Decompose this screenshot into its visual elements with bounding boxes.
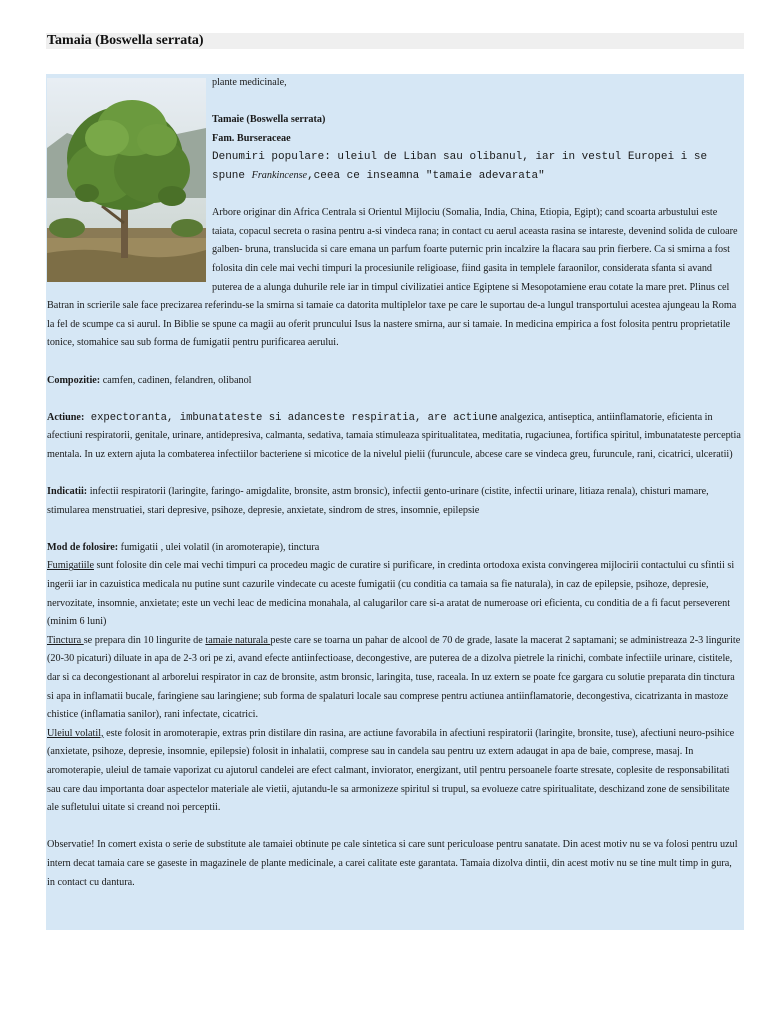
plant-family-text: Fam. Burseraceae — [212, 132, 291, 144]
usage-paragraph — [47, 539, 741, 558]
tree-photo — [47, 78, 206, 282]
tinctura-text-a: se prepara din 10 lingurite de — [83, 634, 206, 646]
action-paragraph — [47, 409, 741, 465]
tinctura-text-b: peste care se toarna un pahar de alcool de 70 de grade, lasate la macerat 2 saptamani; se administreaza 2-3 lingurite (20-30 picaturi) diluate in apa de 2-3 ori pe zi, avand efecte antiinfectioase, decongestive, are puterea de a dizolva pietrele la rinichi, combate infectiile urinare, cistitele, dar si ca decongestionant al arborelui respirator in caz de bronsite, astm bronsic, laringita, tuse, raceala. In uz extern se poate fce gargara cu solutie preparata din tinctura si apa in inflamatii bucale, faringiene sau laringiene; sub forma de spalaturi locale sau comprese pentru actiunea antiinflamatorie, decongestiva, cicatrizanta in mastoze chistice (inflamatia sanilor), rani infectate, cicatrici. — [47, 634, 741, 721]
usage-text: fumigatii , ulei volatil (in aromoterapie), tinctura — [118, 541, 320, 553]
tinctura-label: Tinctura — [47, 634, 84, 646]
plant-name-text: Tamaie (Boswella serrata) — [212, 114, 326, 126]
action-text: analgezica, antiseptica, antiinflamatorie, eficienta in afectiuni respiratorii, genitale, urinare, antidepresiva, calmanta, sedativa, tamaia stimuleaza spiritualitatea, meditatia, rugaciunea, fortifica spiritul, imbunatateste perceptia mentala. In uz extern ajuta la combaterea infectiilor bacteriene si micotice de la nivelul pielii (furuncule, abcese care se vindeca greu, furuncule, rani, cicatrici, ulceratii) — [47, 411, 741, 460]
popular-names-pre: Denumiri populare: uleiul de Liban sau olibanul, iar in vestul Europei i se spune — [212, 151, 708, 182]
action-mono-text: expectoranta, imbunatateste si adanceste respiratia, are actiune — [84, 411, 498, 424]
composition-label: Compozitie: — [47, 374, 101, 386]
popular-names-italic: Frankincense — [251, 169, 308, 181]
ulei-text: este folosit in aromoterapie, extras prin distilare din rasina, are actiune favorabila in afectiuni respiratorii (laringite, bronsite, tuse), afectiuni neuro-psihice (anxietate, psihoze, depresie, insomnie, epilepsie) folosit in inhalatii, comprese sau in candela sau pentru uz extern adaugat in apa de baie, comprese, masaj. In aromoterapie, uleiul de tamaie vaporizat cu ajutorul candelei are efect calmant, inviorator, energizant, util pentru persoanele foarte stresate, coplesite de responsabilitati sau care dau importanta doar aspectelor materiale ale vietii, ajutandu-le sa armonizeze spiritul si trupul, sa evolueze catre spiritualitate, deschizand zone de sensibilitate ale sufletului uitate si creand noi perceptii. — [47, 727, 735, 814]
fumigatii-paragraph — [47, 557, 741, 631]
ulei-paragraph — [47, 725, 741, 818]
observation-paragraph: Observatie! In comert exista o serie de substitute ale tamaiei obtinute pe cale sintetica si care sunt periculoase pentru sanatate. Din acest motiv nu se va folosi pentru uzul intern decat tamaia care se gaseste in magazinele de plante medicinale, a carei calitate este garantata. Tamaia dizolva dintii, din acest motiv nu se tine mult timp in gura, in contact cu dantura. — [47, 839, 738, 888]
ulei-volatil-label: Uleiul volatil, — [47, 727, 104, 739]
intro-line: plante medicinale, — [212, 77, 287, 88]
tamaie-naturala-link[interactable]: tamaie naturala — [205, 634, 271, 646]
fumigatii-link: Fumigatiile — [47, 560, 94, 572]
tree-illustration — [47, 78, 206, 282]
page-title: Tamaia (Boswella serrata) — [47, 33, 204, 48]
composition-text: camfen, cadinen, felandren, olibanol — [100, 374, 252, 386]
usage-label: Mod de folosire: — [47, 541, 119, 553]
action-label: Actiune: — [47, 411, 85, 423]
fumigatii-text: sunt folosite din cele mai vechi timpuri ca procedeu magic de curatire si purificare, in credinta ortodoxa exista convingerea mijlocirii contactului cu sfintii si ingerii iar in cazuistica medicala nu putine sunt cazurile vindecate cu aceste fumigatii (cu conditia ca tamaia sa fie naturala), in caz de epilepsie, psihoze, depresie, nervozitate, insomnie, anxietate; este un vechi leac de medicina monahala, al calugarilor care si-a aratat de numeroase ori eficienta, cu conditia de a fi facut perseverent (minim 6 luni) — [47, 560, 735, 628]
article-body — [46, 74, 744, 930]
composition-paragraph — [47, 372, 741, 391]
indications-paragraph — [47, 483, 741, 520]
tinctura-paragraph — [47, 632, 741, 725]
indications-text: infectii respiratorii (laringite, faringo- amigdalite, bronsite, astm bronsic), infectii gento-urinare (cistite, infectii urinare, litiaza renala), chisturi mamare, stimularea menstruatiei, stari depresive, psihoze, depresie, anxietate, sindrom de stres, insomnie, epilepsie — [47, 486, 709, 516]
indications-label: Indicatii: — [47, 486, 88, 498]
description-paragraph: Arbore originar din Africa Centrala si Orientul Mijlociu (Somalia, India, China, Etiopia, Egipt); cand scoarta arbustului este taiata, copacul secreta o rasina pentru a-si vindeca rana; in contact cu aerul aceasta rasina se intareste, devenind solida de culoare galben- bruna, translucida si care emana un parfum foarte puternic prin incalzire la flacara sau prin fierbere. Ca si smirna a fost folosita din cele mai vechi timpuri la procesiunile religioase, fiind gasita in templele faraonilor, considerata sfanta si avand puterea de a alunga duhurile rele iar in timpul civilizatiei antice Egiptene si Mesopotamiene erau cotate la mare pret. Plinus cel Batran in scrierile sale face precizarea referindu-se la smirna si tamaie ca datorita multiplelor taxe pe care le suportau de-a lungul transportului acestea ajungeau la Roma la fel de scumpe ca si aurul. In Biblie se spune ca magii au oferit pruncului Isus la nastere smirna, aur si tamaie. In medicina empirica a fost folosita pentru proprietatile tonice, stomahice sau sub forma de fumigatii pentru purificarea aerului. — [47, 207, 738, 349]
title-bar — [46, 33, 744, 49]
popular-names-post: ,ceea ce inseamna "tamaie adevarata" — [307, 169, 545, 182]
